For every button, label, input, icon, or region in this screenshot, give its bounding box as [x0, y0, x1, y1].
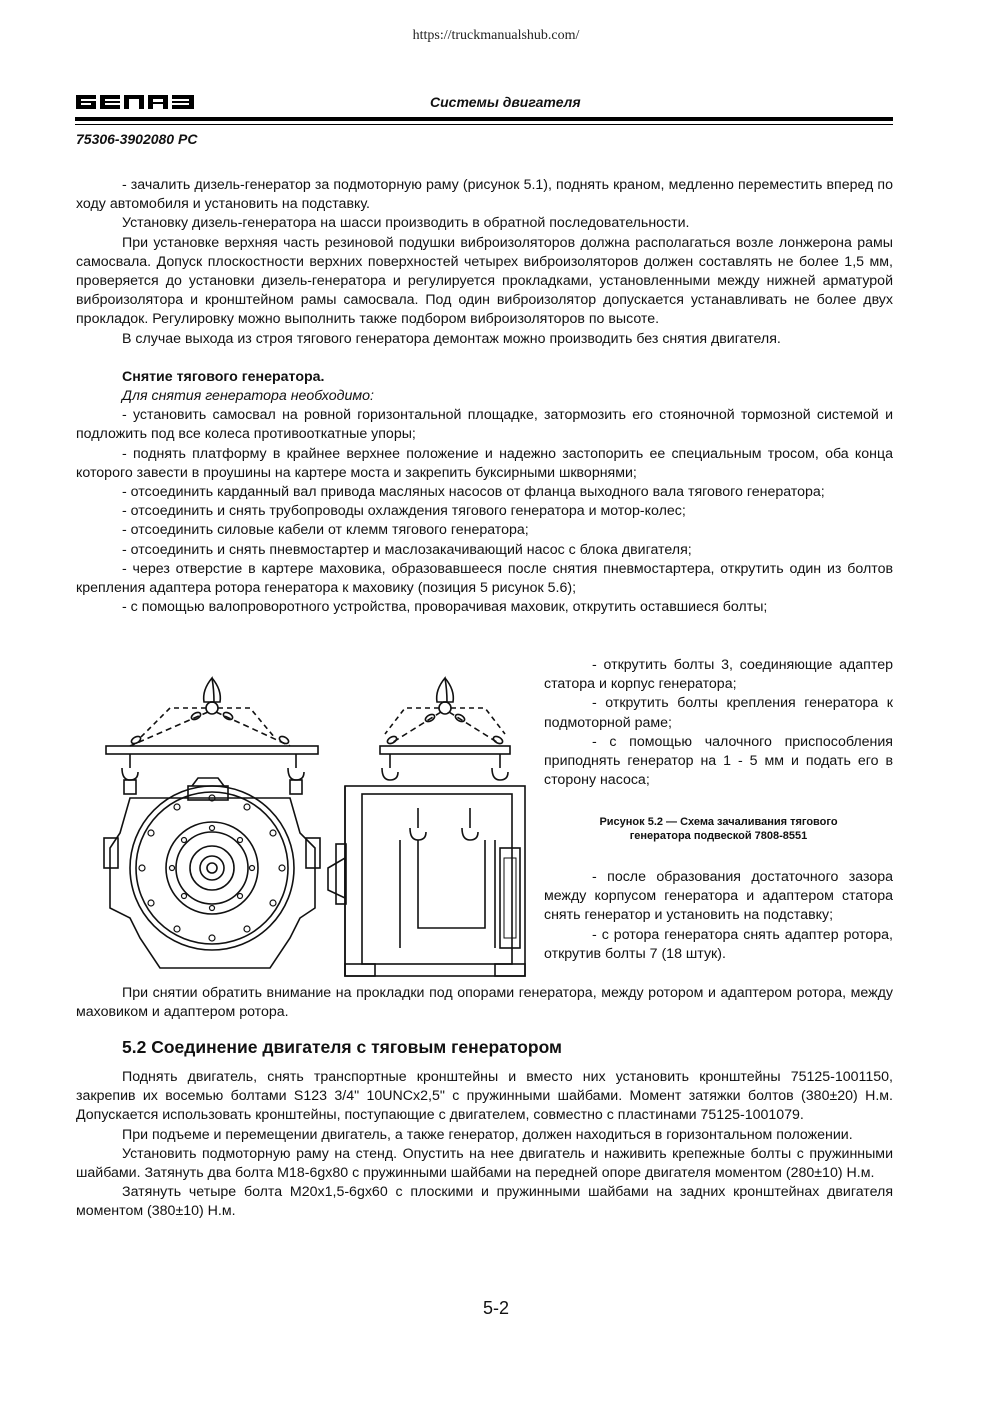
paragraph: Установку дизель-генератора на шасси производить в обратной последовательности.	[122, 215, 690, 232]
paragraph: При снятии обратить внимание на прокладки под опорами генератора, между ротором и адаптером ротора, между маховиком и адаптером ротора.	[76, 985, 893, 1021]
removal-step: - отсоединить и снять пневмостартер и маслозакачивающий насос с блока двигателя;	[122, 541, 692, 558]
removal-step: - с помощью чалочного приспособления приподнять генератор на 1 - 5 мм и подать его в сторону насоса;	[544, 733, 893, 789]
header-rule-thick	[75, 117, 893, 121]
paragraph: - зачалить дизель-генератор за подмоторную раму (рисунок 5.1), поднять краном, медленно переместить вперед по ходу автомобиля и установить на подставку.	[76, 177, 893, 213]
paragraph: Поднять двигатель, снять транспортные кронштейны и вместо них установить кронштейны 75125-1001150, закрепив их восемью болтами S123 3/4" 10UNCx2,5" с пружинными шайбами. Момент затяжки болтов (380±20) Н.м. Допускается использовать кронштейны, поступающие с двигателем, совместно с пластинами 75125-1001079.	[76, 1069, 893, 1124]
removal-step: - отсоединить и снять трубопроводы охлаждения тягового генератора и мотор-колес;	[122, 503, 686, 520]
removal-step: - открутить болты 3, соединяющие адаптер статора и корпус генератора;	[544, 657, 893, 693]
section-title: Системы двигателя	[430, 94, 581, 110]
page-number: 5-2	[482, 1298, 509, 1318]
removal-step: - после образования достаточного зазора между корпусом генератора и адаптером статора снять генератор и установить на подставку;	[544, 869, 893, 924]
paragraph: В случае выхода из строя тягового генератора демонтаж можно производить без снятия двигателя.	[122, 330, 781, 347]
removal-lead: Для снятия генератора необходимо:	[122, 388, 374, 405]
figure-caption-line: Рисунок 5.2 — Схема зачаливания тягового	[599, 816, 838, 828]
removal-step: - с ротора генератора снять адаптер ротора, открутив болты 7 (18 штук).	[544, 926, 893, 962]
removal-step: - с помощью валопроворотного устройства, проворачивая маховик, открутить оставшиеся болты;	[122, 599, 768, 616]
header-rule-thin	[75, 124, 893, 125]
figure-caption-line: генератора подвеской 7808-8551	[629, 830, 808, 842]
intro-text	[76, 176, 893, 617]
removal-step: - отсоединить силовые кабели от клемм тягового генератора;	[122, 522, 529, 539]
paragraph: Затянуть четыре болта М20x1,5-6gx60 с плоскими и пружинными шайбами на задних кронштейнах двигателя моментом (380±10) Н.м.	[76, 1184, 893, 1220]
removal-step: - поднять платформу в крайнее верхнее положение и надежно застопорить ее специальным тросом, оба конца которого завести в проушины на картере моста и закрепить буксирными шкворнями;	[76, 445, 893, 481]
document-code: 75306-3902080 РС	[76, 131, 198, 147]
belaz-logo	[76, 95, 194, 109]
removal-step: - установить самосвал на ровной горизонтальной площадке, затормозить его стояночной тормозной системой и подложить под все колеса противооткатные упоры;	[76, 407, 893, 443]
section-heading: 5.2 Соединение двигателя с тяговым генератором	[122, 1037, 562, 1057]
removal-step: - открутить болты крепления генератора к подмоторной раме;	[544, 695, 893, 731]
figure-caption	[544, 815, 893, 843]
subsection-heading: Снятие тягового генератора.	[122, 368, 325, 385]
source-url[interactable]: https://truckmanualshub.com/	[412, 28, 580, 43]
generator-slinging-diagram	[100, 668, 535, 988]
removal-step: - отсоединить карданный вал привода масляных насосов от фланца выходного вала тягового генератора;	[122, 484, 825, 501]
removal-note	[76, 984, 893, 1022]
removal-step: - через отверстие в картере маховика, образовавшееся после снятия пневмостартера, открутить один из болтов крепления адаптера ротора генератора к маховику (позиция 5 рисунок 5.6);	[76, 560, 893, 597]
paragraph: При подъеме и перемещении двигатель, а также генератор, должен находиться в горизонтальном положении.	[122, 1126, 853, 1143]
paragraph: Установить подмоторную раму на стенд. Опустить на нее двигатель и наживить крепежные болты с пружинными шайбами. Затянуть два болта М18-6gx80 с пружинными шайбами на передней опоре двигателя моментом (280±10) Н.м.	[76, 1145, 893, 1182]
side-instructions-lower	[544, 868, 893, 964]
paragraph: При установке верхняя часть резиновой подушки виброизоляторов должна располагаться возле лонжерона рамы самосвала. Допуск плоскостности верхних поверхностей четырех виброизоляторов должен составлять не более 1,5 мм, проверяется до установки дизель-генератора и регулируется прокладками, установленными между нижней арматурой виброизолятора и кронштейном рамы самосвала. Под один виброизолятор допускается устанавливать не более двух прокладок. Регулировку можно выполнить также подбором виброизоляторов по высоте.	[76, 234, 893, 328]
connection-text	[76, 1068, 893, 1222]
side-instructions-upper	[544, 656, 893, 790]
